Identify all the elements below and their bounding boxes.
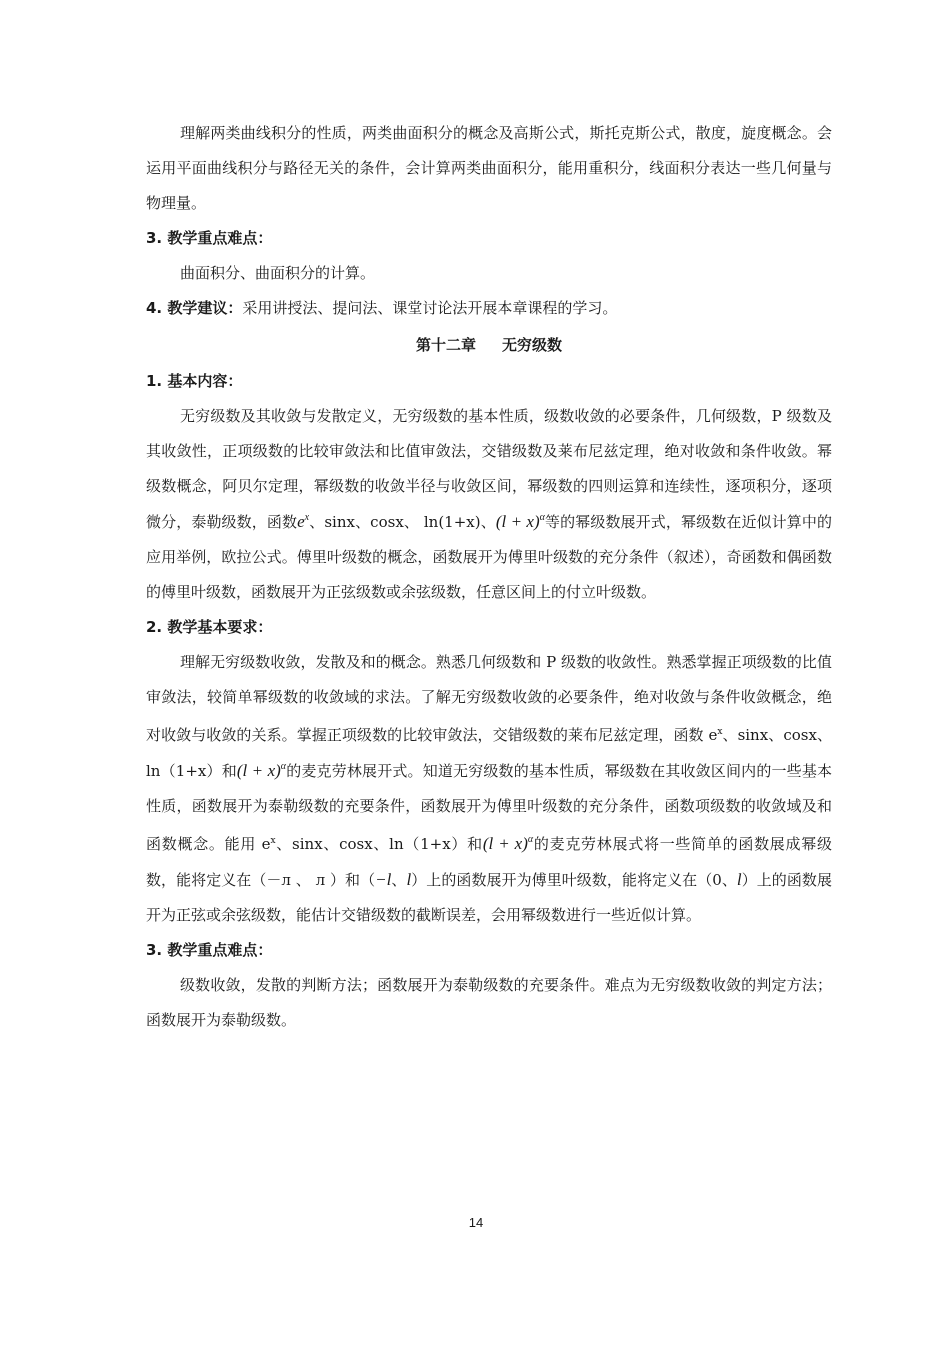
prev-requirements-paragraph: 理解两类曲线积分的性质，两类曲面积分的概念及高斯公式，斯托克斯公式，散度，旋度概念。会运用平面曲线积分与路径无关的条件，会计算两类曲面积分，能用重积分，线面积分表达一些几何量与物理量。 <box>146 124 832 212</box>
suggestion-label: 4. 教学建议： <box>146 299 243 317</box>
page-content <box>146 116 832 1038</box>
req-text-7: ）上的函数展开为傅里叶级数，能将定义在（0、 <box>411 871 737 889</box>
prev-suggestion-paragraph <box>146 291 832 326</box>
requirements-paragraph <box>146 645 832 933</box>
math-e-power-x: $e^x$ <box>297 512 310 531</box>
chapter-title <box>146 326 832 364</box>
req-sup-x-2: x <box>270 836 276 846</box>
page-number: 14 <box>468 1215 484 1230</box>
req-math-one-plus-x-alpha: $(l + x)^\alpha$ <box>236 761 287 780</box>
req-math-l-2: l <box>736 870 742 889</box>
chapter-number: 第十二章 <box>415 336 476 354</box>
content-text-1: 无穷级数及其收敛与发散定义，无穷级数的基本性质，级数收敛的必要条件，几何级数，P 级数及其收敛性，正项级数的比较审敛法和比值审敛法，交错级数及莱布尼兹定理，绝对收敛和条件收敛。幂级数概念，阿贝尔定理，幂级数的收敛半径与收敛区间，幂级数的四则运算和连续性，逐项积分，逐项微分，泰勒级数，函数 <box>146 407 832 531</box>
req-text-1: 理解无穷级数收敛，发散及和的概念。熟悉几何级数和 P 级数的收敛性。熟悉掌握正项级数的比值审敛法，较简单幂级数的收敛域的求法。了解无穷级数收敛的必要条件，绝对收敛与条件收敛概念，绝对收敛与收敛的关系。掌握正项级数的比较审敛法，交错级数的莱布尼兹定理，函数 e <box>146 653 832 744</box>
key-points-heading: 3. 教学重点难点： <box>146 941 273 959</box>
req-sup-x: x <box>717 727 723 737</box>
content-text-2: 、sinx、cosx、 ln(1+x)、 <box>309 513 496 531</box>
req-text-2: 、sinx、cosx、ln（1+x）和 <box>146 726 832 780</box>
math-one-plus-x-alpha: $(l + x)^\alpha$ <box>495 512 545 531</box>
content-paragraph <box>146 399 832 610</box>
req-math-neg-l: −l <box>375 870 392 889</box>
key-points-paragraph: 级数收敛，发散的判断方法；函数展开为泰勒级数的充要条件。难点为无穷级数收敛的判定方法；函数展开为泰勒级数。 <box>146 976 832 1029</box>
prev-key-points-heading: 3. 教学重点难点： <box>146 229 273 247</box>
requirements-heading: 2. 教学基本要求： <box>146 618 273 636</box>
content-text-3: 等的幂级数展开式，幂级数在近似计算中的应用举例，欧拉公式。傅里叶级数的概念，函数展开为傅里叶级数的充分条件（叙述），奇函数和偶函数的傅里叶级数，函数展开为正弦级数或余弦级数，任意区间上的付立叶级数。 <box>146 513 833 601</box>
req-text-4: 、sinx、cosx、ln（1+x）和 <box>275 835 483 853</box>
content-heading: 1. 基本内容： <box>146 372 243 390</box>
req-text-5: 的麦克劳林展式将一些简单的函数展成幂级数，能将定义在（－л 、 л ）和（ <box>146 835 832 889</box>
req-math-one-plus-x-alpha-2: $(l + x)^\alpha$ <box>482 834 534 853</box>
req-math-l: l <box>406 870 412 889</box>
suggestion-text: 采用讲授法、提问法、课堂讨论法开展本章课程的学习。 <box>242 299 618 317</box>
prev-key-points-text: 曲面积分、曲面积分的计算。 <box>180 264 376 282</box>
req-text-8: ）上的函数展开为正弦或余弦级数，能估计交错级数的截断误差，会用幂级数进行一些近似计算。 <box>146 871 832 924</box>
chapter-name: 无穷级数 <box>502 336 563 354</box>
req-text-6: 、 <box>391 871 407 889</box>
req-text-3: 的麦克劳林展开式。知道无穷级数的基本性质，幂级数在其收敛区间内的一些基本性质，函数展开为泰勒级数的充要条件，函数展开为傅里叶级数的充分条件，函数项级数的收敛域及和函数概念。能用 e <box>146 762 833 853</box>
